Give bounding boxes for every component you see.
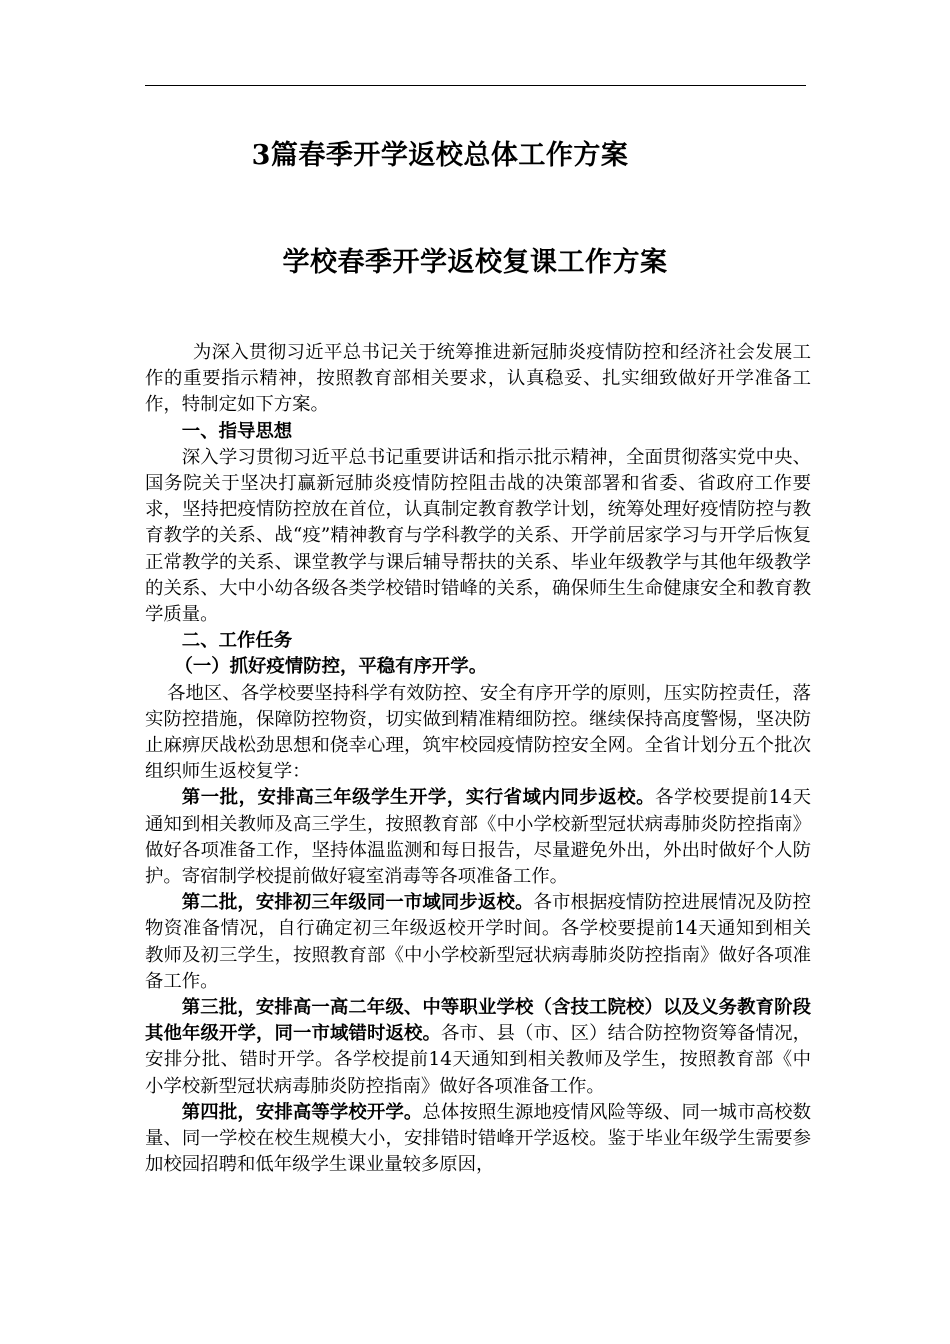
subsection-heading-epidemic-control: （一）抓好疫情防控，平稳有序开学。 — [174, 656, 488, 678]
document-subtitle: 学校春季开学返校复课工作方案 — [282, 247, 668, 278]
batch3-body: 各市、县（市、区）结合防控物资筹备情况，安排分批、错时开学。各学校提前14天通知到相关教师及学生，按照教育部《中小学校新型冠状病毒肺炎防控指南》做好各项准备工作。 — [145, 1023, 811, 1097]
section-heading-tasks: 二、工作任务 — [181, 630, 293, 652]
section-heading-guiding-ideology: 一、指导思想 — [181, 420, 293, 442]
document-body — [145, 340, 811, 1179]
subsection1-paragraph: 各地区、各学校要坚持科学有效防控、安全有序开学的原则，压实防控责任，落实防控措施，保障防控物资，切实做到精准精细防控。继续保持高度警惕，坚决防止麻痹厌战松劲思想和侥幸心理，筑牢校园疫情防控安全网。全省计划分五个批次组织师生返校复学： — [145, 682, 811, 783]
batch3-paragraph — [145, 995, 811, 1100]
batch2-lead: 第二批，安排初三年级同一市域同步返校。 — [181, 892, 534, 914]
intro-paragraph: 为深入贯彻习近平总书记关于统筹推进新冠肺炎疫情防控和经济社会发展工作的重要指示精神，按照教育部相关要求，认真稳妥、扎实细致做好开学准备工作，特制定如下方案。 — [145, 342, 811, 416]
batch3-lead: 第三批，安排高一高二年级、中等职业学校（含技工院校）以及义务教育阶段其他年级开学，同一市域错时返校。 — [145, 997, 811, 1045]
header-rule — [145, 85, 806, 86]
batch1-paragraph — [145, 785, 811, 890]
batch4-lead: 第四批，安排高等学校开学。 — [181, 1101, 423, 1123]
batch4-body: 总体按照生源地疫情风险等级、同一城市高校数量、同一学校在校生规模大小，安排错时错峰开学返校。鉴于毕业年级学生需要参加校园招聘和低年级学生课业量较多原因， — [145, 1101, 811, 1176]
batch1-body: 各学校要提前14天通知到相关教师及高三学生，按照教育部《中小学校新型冠状病毒肺炎防控指南》做好各项准备工作，坚持体温监测和每日报告，尽量避免外出，外出时做好个人防护。寄宿制学校提前做好寝室消毒等各项准备工作。 — [145, 787, 811, 888]
batch1-lead: 第一批，安排高三年级学生开学，实行省域内同步返校。 — [181, 787, 656, 809]
batch2-paragraph — [145, 890, 811, 995]
batch4-paragraph — [145, 1100, 811, 1179]
section1-paragraph: 深入学习贯彻习近平总书记重要讲话和指示批示精神，全面贯彻落实党中央、国务院关于坚决打赢新冠肺炎疫情防控阻击战的决策部署和省委、省政府工作要求，坚持把疫情防控放在首位，认真制定教育教学计划，统筹处理好疫情防控与教育教学的关系、战“疫”精神教育与学科教学的关系、开学前居家学习与开学后恢复正常教学的关系、课堂教学与课后辅导帮扶的关系、毕业年级教学与其他年级教学的关系、大中小幼各级各类学校错时错峰的关系，确保师生生命健康安全和教育教学质量。 — [145, 446, 811, 626]
batch2-body: 各市根据疫情防控进展情况及防控物资准备情况，自行确定初三年级返校开学时间。各学校要提前14天通知到相关教师及初三学生，按照教育部《中小学校新型冠状病毒肺炎防控指南》做好各项准备工作。 — [145, 892, 811, 992]
document-title: 3篇春季开学返校总体工作方案 — [251, 140, 629, 171]
